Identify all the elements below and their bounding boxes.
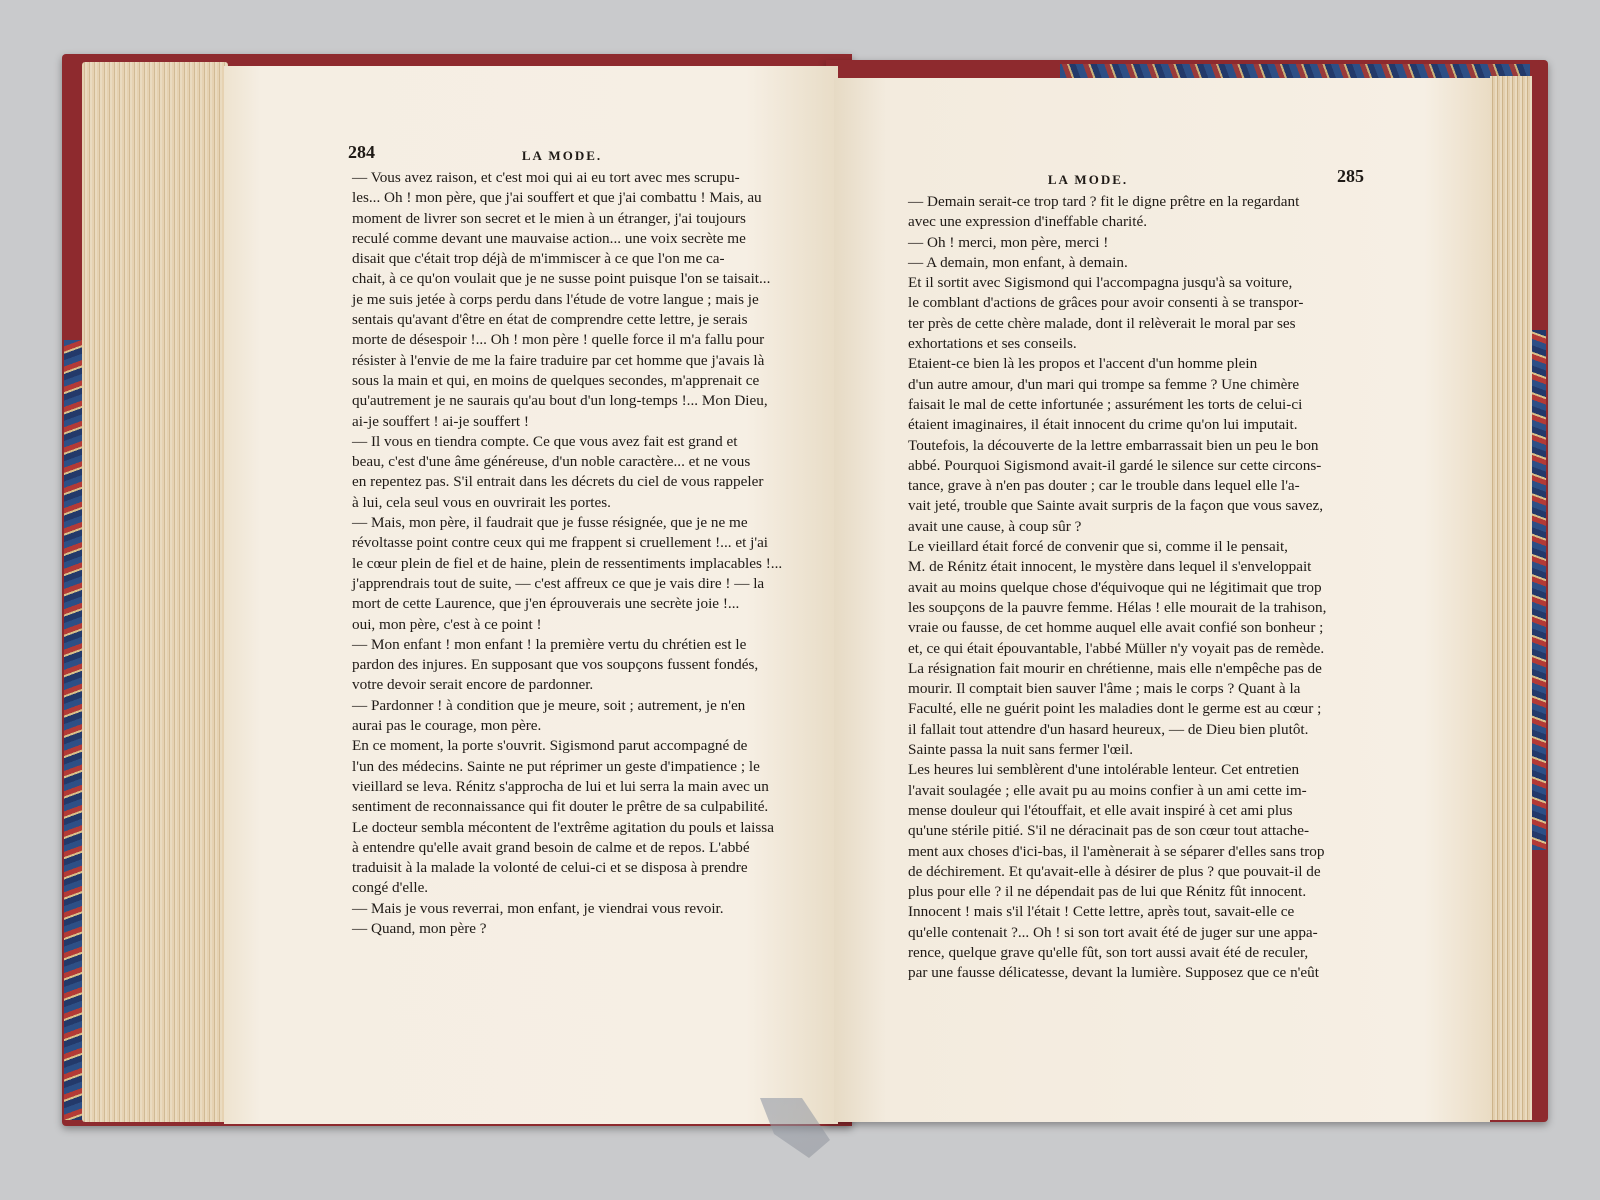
text-line: à entendre qu'elle avait grand besoin de calme et de repos. L'abbé [352,838,750,856]
text-line: congé d'elle. [352,879,429,897]
text-line: je me suis jetée à corps perdu dans l'étude de votre langue ; mais je [352,290,759,308]
page-number-left: 284 [348,142,375,162]
text-line: le comblant d'actions de grâces pour avoir consenti à se transpor- [908,294,1304,312]
text-line: aurai pas le courage, mon père. [352,717,542,735]
right-page-header [908,166,1364,192]
text-line: Toutefois, la découverte de la lettre embarrassait bien un peu le bon [908,436,1319,454]
text-line: l'un des médecins. Sainte ne put réprimer un geste d'impatience ; le [352,757,760,775]
text-line: vait jeté, trouble que Sainte avait surpris de la façon que vous savez, [908,497,1323,515]
marbled-endpaper-left [64,340,82,1120]
text-line: à lui, cela seul vous en ouvrirait les portes. [352,493,611,511]
text-line: chait, à ce qu'on voulait que je ne susse point puisque l'on se taisait... [352,270,771,288]
text-line: — Mais, mon père, il faudrait que je fusse résignée, que je ne me [352,514,748,532]
text-line: vraie ou fausse, de cet homme auquel elle avait confié son bonheur ; [908,619,1324,637]
text-line: beau, c'est d'une âme généreuse, d'un noble caractère... et ne vous [352,453,751,471]
text-line: morte de désespoir !... Oh ! mon père ! quelle force il m'a fallu pour [352,331,765,349]
text-line: ter près de cette chère malade, dont il relèverait le moral par ses [908,314,1296,332]
text-line: les... Oh ! mon père, que j'ai souffert et que j'ai combattu ! Mais, au [352,189,762,207]
text-line: de déchirement. Et qu'avait-elle à désirer de plus ? que pouvait-il de [908,862,1321,880]
left-page-header [348,142,822,168]
text-line: — Quand, mon père ? [352,919,487,937]
text-line: — Mais je vous reverrai, mon enfant, je viendrai vous revoir. [352,899,724,917]
text-line: rence, quelque grave qu'elle fût, son tort aussi avait été de reculer, [908,943,1309,961]
text-line: les soupçons de la pauvre femme. Hélas ! elle mourait de la trahison, [908,598,1327,616]
text-line: disait que c'était trop déjà de m'immiscer à ce que l'on me ca- [352,250,725,268]
text-line: mense douleur qui l'étouffait, et elle avait inspiré à cet ami plus [908,801,1293,819]
text-line: qu'elle contenait ?... Oh ! si son tort avait été de juger sur une appa- [908,923,1318,941]
text-line: — A demain, mon enfant, à demain. [908,253,1128,271]
text-line: abbé. Pourquoi Sigismond avait-il gardé le silence sur cette circons- [908,456,1322,474]
right-page-text [908,192,1364,984]
running-head-right: LA MODE. [1047,172,1129,187]
text-line: d'un autre amour, d'un mari qui trompe sa femme ? Une chimère [908,375,1300,393]
page-number-right: 285 [1337,166,1364,186]
text-line: traduisit à la malade la volonté de celui-ci et se disposa à prendre [352,859,748,877]
text-line: sentais qu'avant d'être en état de comprendre cette lettre, je serais [352,311,748,329]
text-line: Etaient-ce bien là les propos et l'accent d'un homme plein [908,355,1258,373]
text-line: — Demain serait-ce trop tard ? fit le digne prêtre en la regardant [908,193,1300,210]
text-line: avait au moins quelque chose d'équivoque qui ne légitimait que trop [908,578,1322,596]
text-line: Les heures lui semblèrent d'une intolérable lenteur. Cet entretien [908,761,1300,779]
text-line: en repentez pas. S'il entrait dans les décrets du ciel de vous rappeler [352,473,764,491]
text-line: La résignation fait mourir en chrétienne, mais elle n'empêche pas de [908,659,1322,677]
text-line: avec une expression d'ineffable charité. [908,213,1148,231]
text-line: faisait le mal de cette infortunée ; assurément les torts de celui-ci [908,395,1303,413]
text-line: étaient imaginaires, il était innocent du crime qu'on lui imputait. [908,416,1298,434]
text-line: sentiment de reconnaissance qui fit douter le prêtre de sa culpabilité. [352,798,769,816]
text-line: plus pour elle ? il ne dépendait pas de lui que Rénitz fût innocent. [908,883,1307,901]
text-line: pardon des injures. En supposant que vos soupçons fussent fondés, [352,656,759,674]
text-line: — Oh ! merci, mon père, merci ! [908,233,1109,251]
text-line: ai-je souffert ! ai-je souffert ! [352,412,529,430]
text-line: qu'autrement je ne saurais qu'au bout d'un long-temps !... Mon Dieu, [352,392,768,410]
text-line: M. de Rénitz était innocent, le mystère dans lequel il s'enveloppait [908,558,1312,576]
text-line: exhortations et ses conseils. [908,335,1077,353]
text-line: moment de livrer son secret et le mien à un étranger, j'ai toujours [352,209,746,227]
text-line: reculé comme devant une mauvaise action... une voix secrète me [352,229,746,247]
text-line: il fallait tout attendre d'un hasard heureux, — de Dieu bien plutôt. [908,720,1309,738]
text-line: — Mon enfant ! mon enfant ! la première vertu du chrétien est le [352,635,747,653]
text-line: qu'une stérile pitié. S'il ne déracinait pas de son cœur tout attache- [908,822,1310,840]
text-line: — Pardonner ! à condition que je meure, soit ; autrement, je n'en [352,696,746,714]
page-edges-right [1490,76,1532,1120]
text-line: Faculté, elle ne guérit point les maladies dont le germe est au cœur ; [908,700,1322,718]
text-line: votre devoir serait encore de pardonner. [352,676,594,694]
text-line: avait une cause, à coup sûr ? [908,517,1082,535]
text-line: mort de cette Laurence, que j'en éprouverais une secrète joie !... [352,595,740,613]
right-page [834,78,1490,1122]
text-line: ment aux choses d'ici-bas, il l'amènerait à se séparer d'elles sans trop [908,842,1325,860]
text-line: tance, grave à n'en pas douter ; car le trouble dans lequel elle l'a- [908,477,1300,495]
left-page [224,66,838,1124]
text-line: révoltasse point contre ceux qui me frappent si cruellement !... et j'ai [352,534,769,552]
text-line: sous la main et qui, en moins de quelques secondes, m'apprenait ce [352,371,760,389]
text-line: j'apprendrais tout de suite, — c'est affreux ce que je vais dire ! — la [352,574,765,592]
text-line: Innocent ! mais s'il l'était ! Cette lettre, après tout, savait-elle ce [908,903,1295,921]
text-line: résister à l'envie de me la faire traduire par cet homme que j'avais là [352,351,765,369]
text-line: Sainte passa la nuit sans fermer l'œil. [908,741,1134,759]
text-line: le cœur plein de fiel et de haine, plein de ressentiments implacables !... [352,554,783,572]
text-line: — Il vous en tiendra compte. Ce que vous avez fait est grand et [352,432,738,450]
text-line: oui, mon père, c'est à ce point ! [352,615,542,633]
running-head-left: LA MODE. [521,148,603,163]
text-line: En ce moment, la porte s'ouvrit. Sigismond parut accompagné de [352,737,748,755]
text-line: Et il sortit avec Sigismond qui l'accompagna jusqu'à sa voiture, [908,274,1293,292]
text-line: par une fausse délicatesse, devant la lumière. Supposez que ce n'eût [908,964,1319,982]
text-line: mourir. Il comptait bien sauver l'âme ; mais le corps ? Quant à la [908,680,1301,698]
marbled-endpaper-right [1530,330,1546,850]
page-edges-left [82,62,228,1122]
text-line: l'avait soulagée ; elle avait pu au moins confier à un ami cette im- [908,781,1307,799]
left-page-text [352,168,832,939]
text-line: Le vieillard était forcé de convenir que si, comme il le pensait, [908,538,1288,556]
text-line: vieillard se leva. Rénitz s'approcha de lui et lui serra la main avec un [352,777,769,795]
text-line: Le docteur sembla mécontent de l'extrême agitation du pouls et laissa [352,818,774,836]
text-line: — Vous avez raison, et c'est moi qui ai eu tort avec mes scrupu- [352,169,740,186]
text-line: et, ce qui était épouvantable, l'abbé Müller n'y voyait pas de remède. [908,639,1325,657]
